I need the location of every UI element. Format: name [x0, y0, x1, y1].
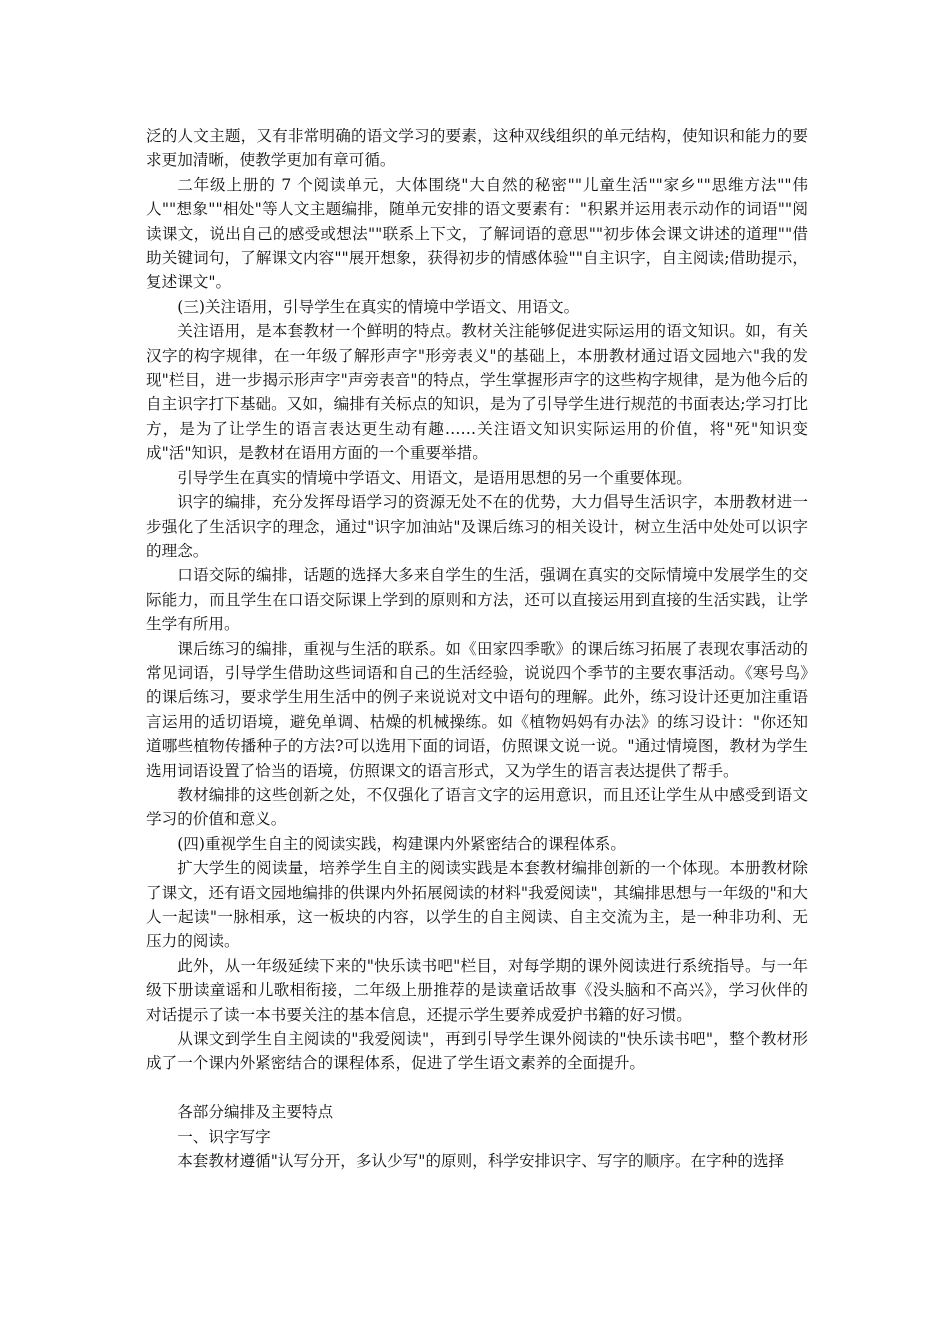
paragraph-language-use: 关注语用，是本套教材一个鲜明的特点。教材关注能够促进实际运用的语文知识。如，有关汉字的构字规律，在一年级了解形声字"形旁表义"的基础上，本册教材通过语文园地六"我的发现"栏目，进一步揭示形声字"声旁表音"的特点，学生掌握形声字的这些构字规律，是为他今后的自主识字打下基础。又如，编排有关标点的知识，是为了引导学生进行规范的书面表达;学习打比方，是为了让学生的语言表达更生动有趣……关注语文知识实际运用的价值，将"死"知识变成"活"知识，是教材在语用方面的一个重要举措。: [146, 322, 808, 463]
document-body: [146, 124, 808, 1173]
paragraph-continuation: 泛的人文主题，又有非常明确的语文学习的要素，这种双线组织的单元结构，使知识和能力的要求更加清晰，使教学更加有章可循。: [146, 127, 808, 170]
paragraph-innovations: 教材编排的这些创新之处，不仅强化了语言文字的运用意识，而且还让学生从中感受到语文学习的价值和意义。: [146, 785, 808, 829]
paragraph-curriculum-system: 从课文到学生自主阅读的"我爱阅读"，再到引导学生课外阅读的"快乐读书吧"，整个教材形成了一个课内外紧密结合的课程体系，促进了学生语文素养的全面提升。: [146, 1030, 808, 1073]
paragraph-happy-reading: 此外，从一年级延续下来的"快乐读书吧"栏目，对每学期的课外阅读进行系统指导。与一年级下册读童谣和儿歌相衔接，二年级上册推荐的是读童话故事《没头脑和不高兴》，学习伙伴的对话提示了读一本书要关注的基本信息，还提示学生要养成爱护书籍的好习惯。: [146, 956, 808, 1024]
paragraph-reading-volume: 扩大学生的阅读量，培养学生自主的阅读实践是本套教材编排创新的一个体现。本册教材除了课文，还有语文园地编排的供课内外拓展阅读的材料"我爱阅读"，其编排思想与一年级的"和大人一起读"一脉相承，这一板块的内容，以学生的自主阅读、自主交流为主，是一种非功利、无压力的阅读。: [146, 859, 808, 951]
heading-section-4: (四)重视学生自主的阅读实践，构建课内外紧密结合的课程体系。: [177, 834, 626, 853]
paragraph-reading-units: 二年级上册的 7 个阅读单元，大体围绕"大自然的秘密""儿童生活""家乡""思维方法""伟人""想象""相处"等人文主题编排，随单元安排的语文要素有："积累并运用表示动作的词语""阅读课文，说出自己的感受或想法""联系上下文，了解词语的意思""初步体会课文讲述的道理""借助关键词句，了解课文内容""展开想象，获得初步的情感体验""自主识字，自主阅读;借助提示，复述课文"。: [146, 175, 808, 292]
paragraph-oral-communication: 口语交际的编排，话题的选择大多来自学生的生活，强调在真实的交际情境中发展学生的交际能力，而且学生在口语交际课上学到的原则和方法，还可以直接运用到直接的生活实践，让学生学有所用。: [146, 566, 808, 634]
paragraph-literacy: 识字的编排，充分发挥母语学习的资源无处不在的优势，大力倡导生活识字，本册教材进一步强化了生活识字的理念，通过"识字加油站"及课后练习的相关设计，树立生活中处处可以识字的理念。: [146, 493, 808, 560]
subsection-heading: 一、识字写字: [177, 1127, 271, 1146]
heading-section-3: (三)关注语用，引导学生在真实的情境中学语文、用语文。: [177, 297, 580, 316]
paragraph-principles: 本套教材遵循"认写分开，多认少写"的原则，科学安排识字、写字的顺序。在字种的选择: [177, 1152, 785, 1171]
paragraph-exercises: 课后练习的编排，重视与生活的联系。如《田家四季歌》的课后练习拓展了表现农事活动的常见词语，引导学生借助这些词语和自己的生活经验，说说四个季节的主要农事活动。《寒号鸟》的课后练习，要求学生用生活中的例子来说说对文中语句的理解。此外，练习设计还更加注重语言运用的适切语境，避免单调、枯燥的机械操练。如《植物妈妈有办法》的练习设计："你还知道哪些植物传播种子的方法?可以选用下面的词语，仿照课文说一说。"通过情境图，教材为学生选用词语设置了恰当的语境，仿照课文的语言形式，又为学生的语言表达提供了帮手。: [146, 639, 808, 780]
section-heading: 各部分编排及主要特点: [177, 1103, 334, 1122]
paragraph-real-context: 引导学生在真实的情境中学语文、用语文，是语用思想的另一个重要体现。: [177, 468, 692, 487]
blank-line: [146, 1076, 808, 1100]
